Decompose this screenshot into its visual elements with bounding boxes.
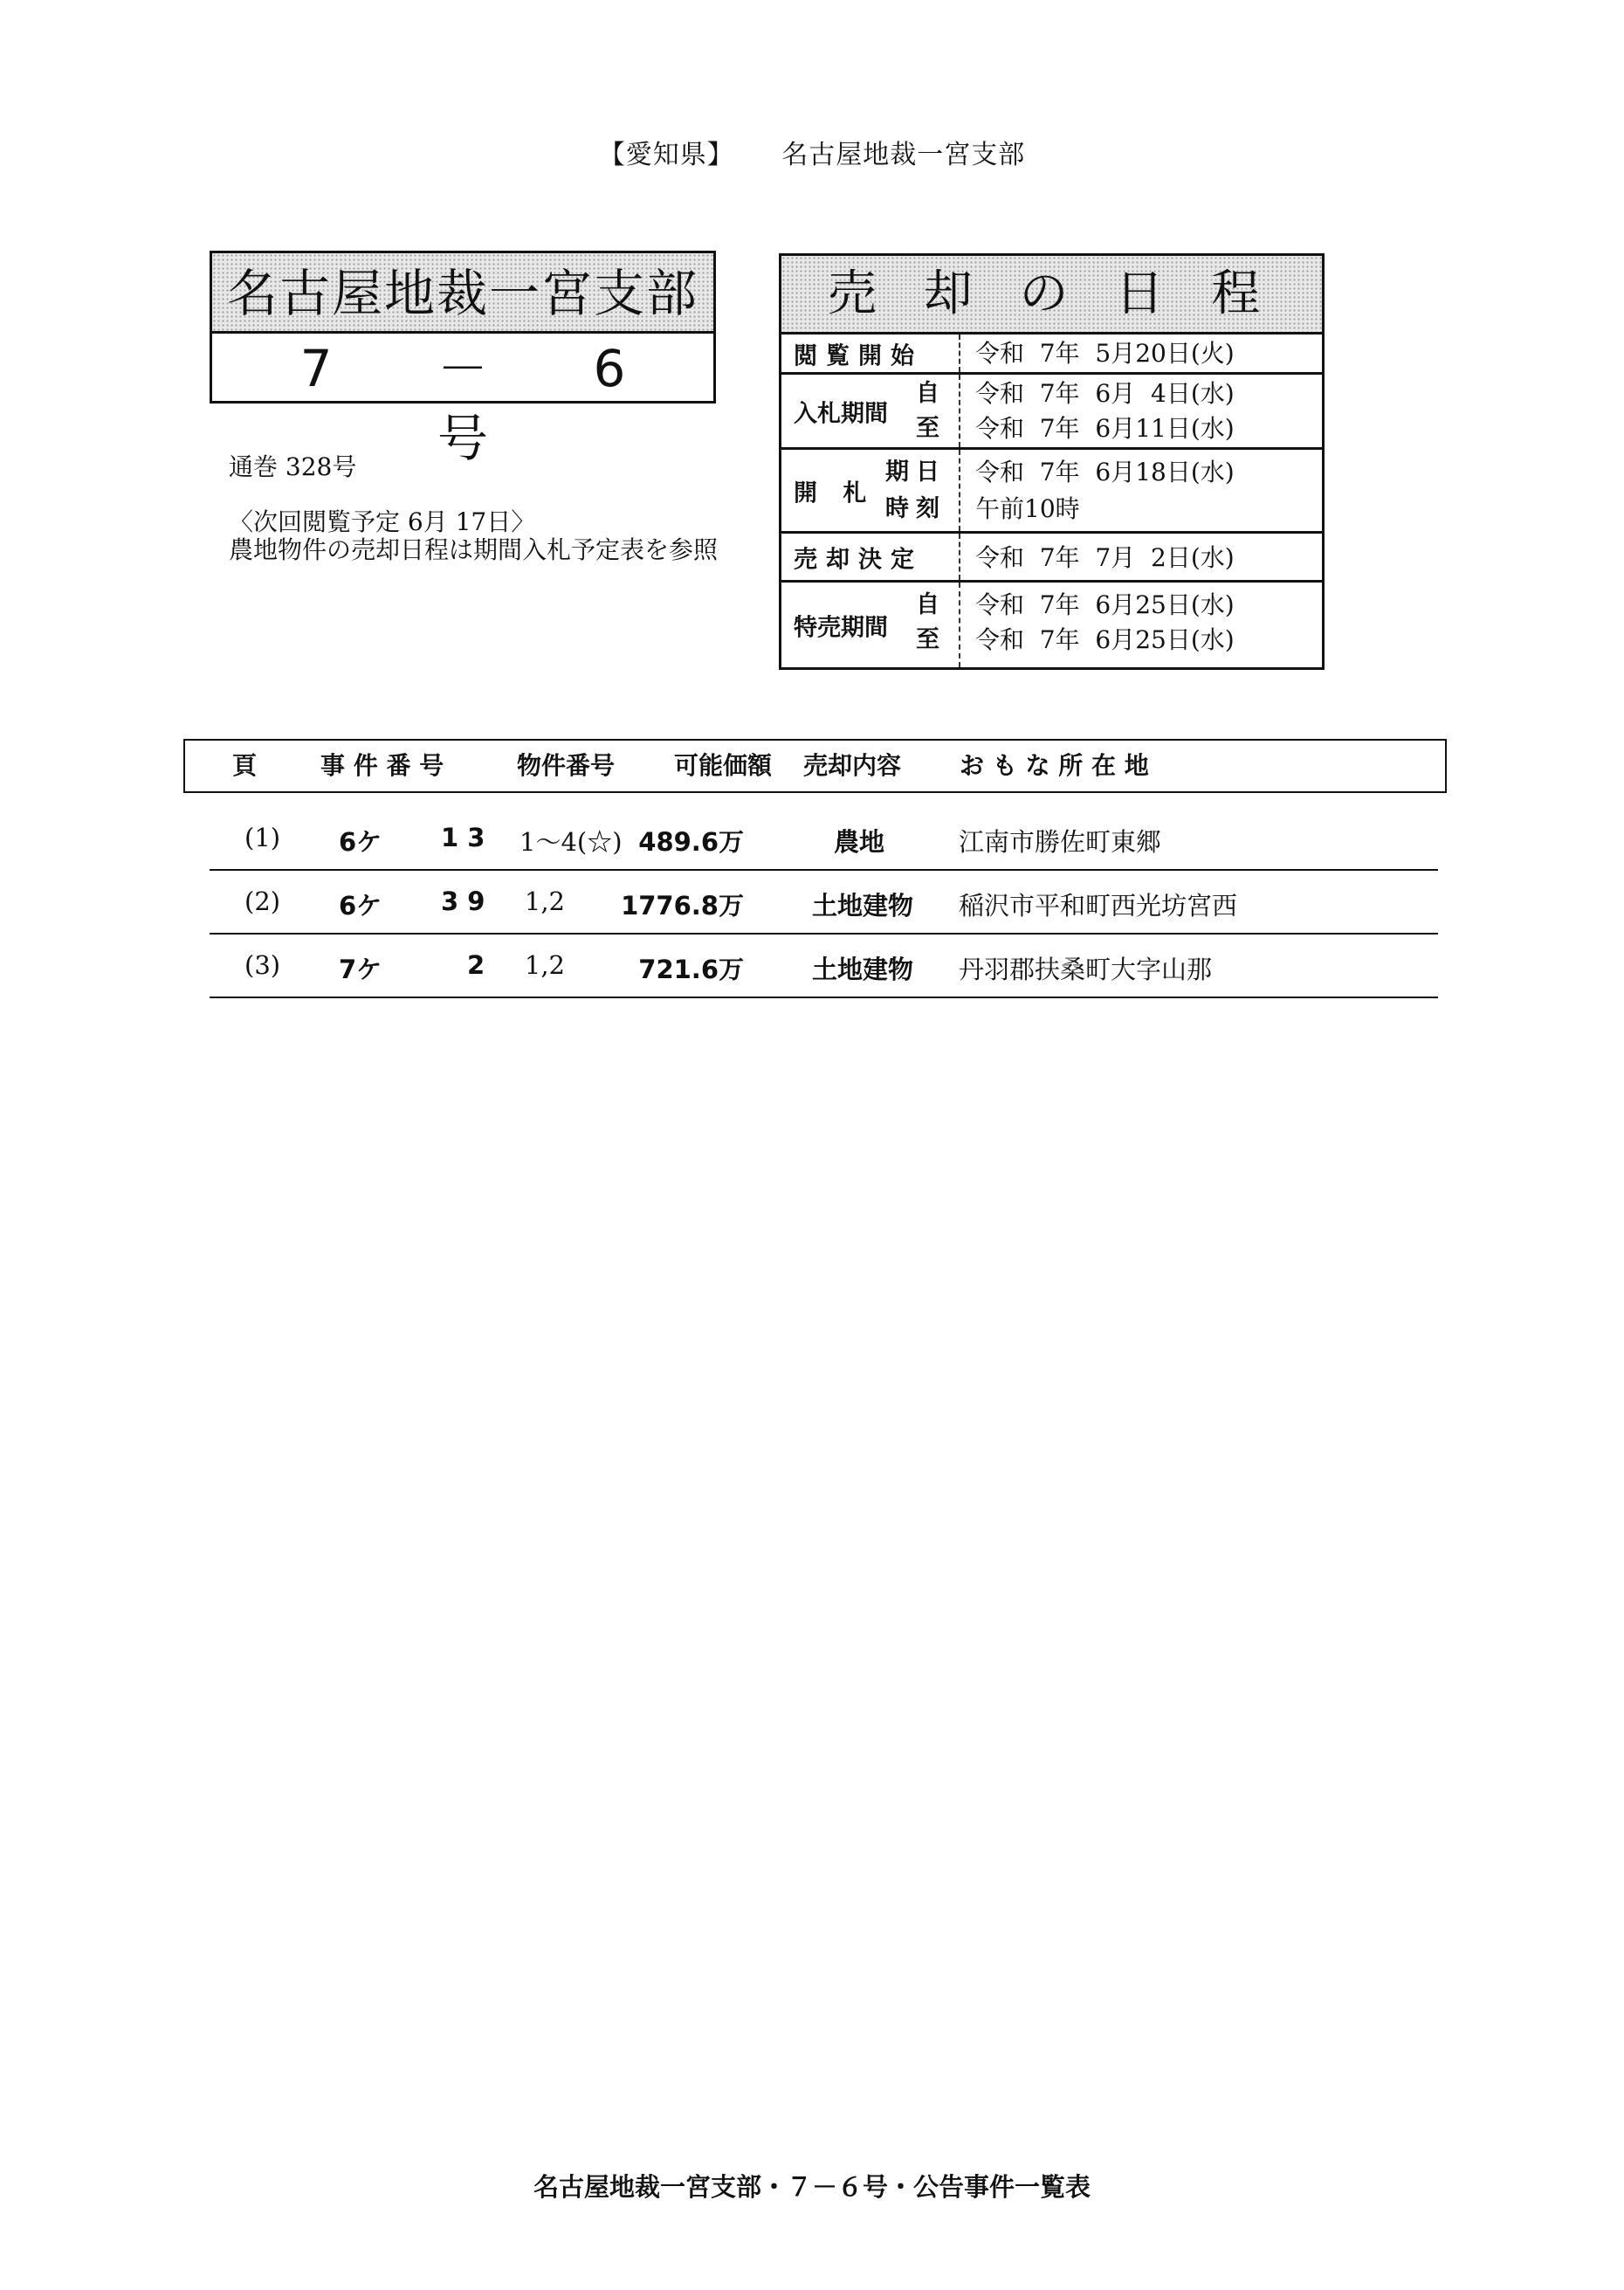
row-sale-type: 土地建物	[812, 891, 914, 921]
table-row	[210, 933, 1438, 998]
sale-schedule	[779, 253, 1325, 670]
farmland-note: 農地物件の売却日程は期間入札予定表を参照	[229, 535, 719, 564]
row-case-number: 1 3	[441, 823, 485, 852]
col-case: 事 件 番 号	[320, 751, 444, 780]
opening-date: 令和 7年 6月18日(水)	[975, 458, 1235, 486]
prefecture-label: 【愛知県】	[598, 140, 734, 170]
row-case-year: 6ケ	[339, 891, 382, 921]
row-item-number: 1,2	[524, 886, 565, 916]
court-name: 名古屋地裁一宮支部	[212, 253, 713, 334]
case-list-header	[183, 739, 1447, 793]
row-case-number: 2	[467, 950, 485, 980]
page-header	[0, 133, 1624, 171]
special-from-label: 自	[916, 591, 939, 618]
row-item-number: 1～4(☆)	[520, 827, 623, 857]
next-viewing-note: 〈次回閲覧予定 6月 17日〉	[229, 507, 536, 536]
schedule-row-viewing	[781, 335, 1322, 375]
col-price: 可能価額	[674, 751, 773, 780]
bidding-label: 入札期間	[794, 400, 888, 427]
row-sale-type: 農地	[834, 827, 885, 857]
row-price: 721.6万	[638, 955, 744, 984]
issue-part-b: 6	[593, 339, 626, 398]
table-row	[210, 805, 1438, 871]
special-label: 特売期間	[794, 614, 888, 641]
col-location: お も な 所 在 地	[960, 751, 1149, 780]
schedule-row-opening	[781, 450, 1322, 534]
opening-time: 午前10時	[975, 494, 1080, 523]
schedule-row-decision	[781, 534, 1322, 583]
col-sale: 売却内容	[803, 751, 902, 780]
row-page: (2)	[244, 886, 281, 916]
bidding-from-label: 自	[916, 380, 939, 407]
schedule-row-bidding	[781, 375, 1322, 450]
decision-label: 売却決定	[794, 546, 923, 573]
row-case-year: 7ケ	[339, 955, 382, 984]
court-label: 名古屋地裁一宮支部	[781, 140, 1026, 170]
issue-suffix: 号	[437, 409, 488, 468]
row-sale-type: 土地建物	[812, 955, 914, 984]
row-location: 江南市勝佐町東郷	[959, 827, 1162, 857]
row-case-number: 3 9	[441, 886, 485, 916]
row-page: (1)	[244, 823, 281, 852]
schedule-title: 売 却 の 日 程	[781, 256, 1322, 335]
issue-dash: －	[437, 339, 488, 398]
bidding-to-date: 令和 7年 6月11日(水)	[975, 414, 1235, 443]
row-price: 489.6万	[638, 827, 744, 857]
viewing-label: 閲覧開始	[794, 342, 923, 369]
bidding-to-label: 至	[916, 415, 939, 442]
opening-time-label: 時刻	[885, 495, 946, 522]
col-page: 頁	[232, 751, 258, 780]
opening-date-label: 期日	[885, 459, 946, 486]
page-footer: 名古屋地裁一宮支部・７－６号・公告事件一覧表	[533, 2172, 1091, 2202]
schedule-row-special	[781, 583, 1322, 667]
special-to-date: 令和 7年 6月25日(水)	[975, 625, 1235, 654]
special-to-label: 至	[916, 626, 939, 653]
row-case-year: 6ケ	[339, 827, 382, 857]
row-location: 丹羽郡扶桑町大字山那	[959, 955, 1213, 984]
special-from-date: 令和 7年 6月25日(水)	[975, 590, 1235, 619]
opening-label: 開 札	[794, 479, 876, 507]
col-item: 物件番号	[517, 751, 616, 780]
volume-number: 通巻 328号	[229, 452, 357, 481]
bidding-from-date: 令和 7年 6月 4日(水)	[975, 379, 1235, 408]
row-price: 1776.8万	[621, 891, 744, 921]
row-location: 稲沢市平和町西光坊宮西	[959, 891, 1238, 921]
row-item-number: 1,2	[524, 950, 565, 980]
decision-date: 令和 7年 7月 2日(水)	[975, 543, 1235, 572]
table-row	[210, 869, 1438, 935]
viewing-date: 令和 7年 5月20日(火)	[975, 339, 1235, 368]
row-page: (3)	[244, 950, 281, 980]
issue-part-a: 7	[299, 339, 333, 398]
